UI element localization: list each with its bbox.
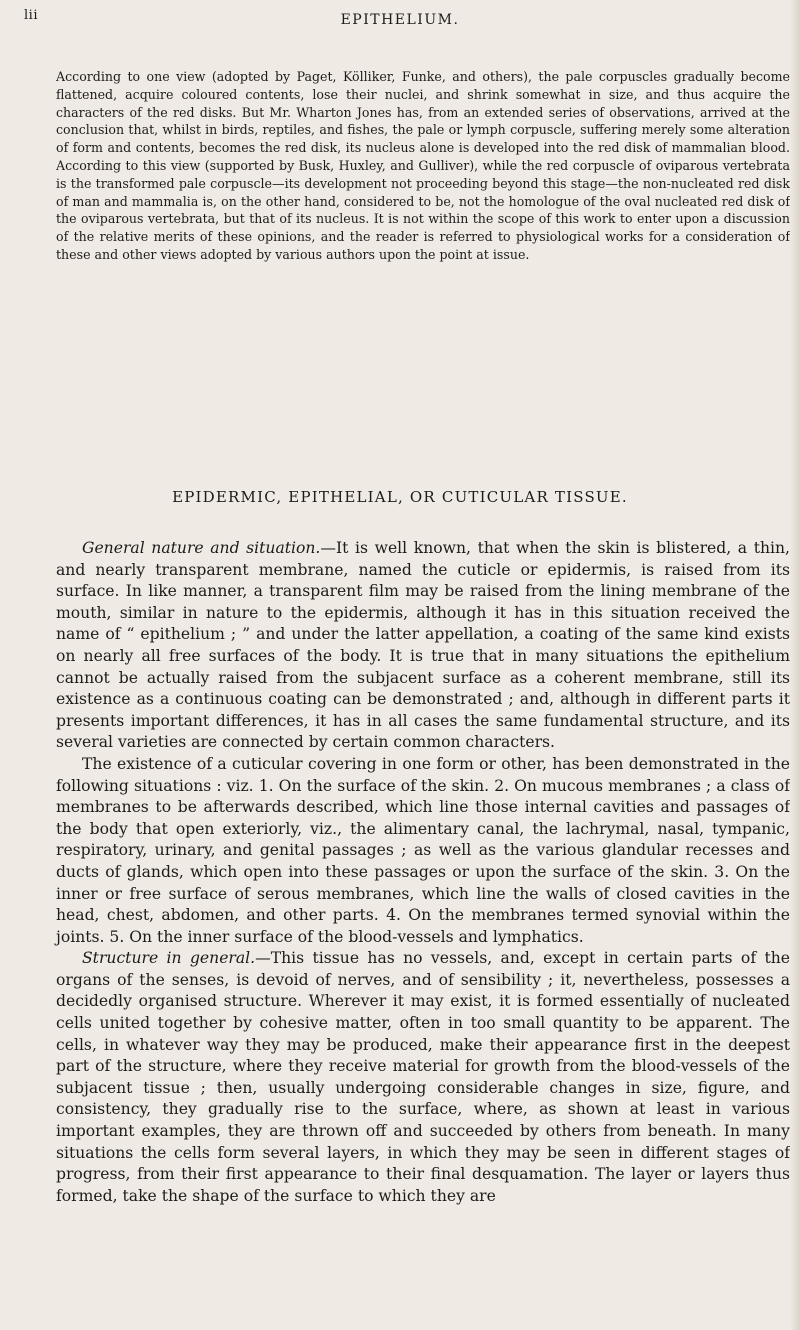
section-body xyxy=(56,538,790,1207)
paragraph-situations: The existence of a cuticular covering in one form or other, has been demonstrated in the following situations : viz. 1. On the surface of the skin. 2. On mucous membranes ; a class of membranes to be afterwards described, which line those internal cavities and passages of the body that open exteriorly, viz., the alimentary canal, the lachrymal, nasal, tympanic, respiratory, urinary, and genital passages ; as well as the various glandular recesses and ducts of glands, which open into these passages or upon the surface of the skin. 3. On the inner or free surface of serous membranes, which line the walls of closed cavities in the head, chest, abdomen, and other parts. 4. On the membranes termed synovial within the joints. 5. On the inner surface of the blood-vessels and lymphatics. xyxy=(56,754,790,946)
intro-paragraph-block xyxy=(56,68,790,264)
paragraph-lead: General nature and situation. xyxy=(82,539,321,557)
paragraph-text: —This tissue has no vessels, and, except in certain parts of the organs of the senses, is devoid of nerves, and of sensibility ; it, nevertheless, possesses a decidedly organised structure. Wherever it may exist, it is formed essentially of nucleated cells united together by cohesive matter, often in too small quantity to be apparent. The cells, in whatever way they may be produced, make their appearance first in the deepest part of the structure, where they receive material for growth from the blood-vessels of the subjacent tissue ; then, usually undergoing considerable changes in size, figure, and consistency, they gradually rise to the surface, where, as shown at least in various important examples, they are thrown off and succeeded by others from beneath. In many situations the cells form several layers, in which they may be seen in different stages of progress, from their first appearance to their final desquamation. The layer or layers thus formed, take the shape of the surface to which they are xyxy=(56,949,790,1205)
section-title: EPIDERMIC, EPITHELIAL, OR CUTICULAR TISSUE. xyxy=(172,488,628,506)
intro-paragraph: According to one view (adopted by Paget, Kölliker, Funke, and others), the pale corpuscles gradually become flattened, acquire coloured contents, lose their nuclei, and shrink somewhat in size, and thus acquire the characters of the red disks. But Mr. Wharton Jones has, from an extended series of observations, arrived at the conclusion that, whilst in birds, reptiles, and fishes, the pale or lymph corpuscle, suffering merely some alteration of form and contents, becomes the red disk, its nucleus alone is developed into the red disk of mammalian blood. According to this view (supported by Busk, Huxley, and Gulliver), while the red corpuscle of oviparous vertebrata is the transformed pale corpuscle—its development not proceeding beyond this stage—the non-nucleated red disk of man and mammalia is, on the other hand, considered to be, not the homologue of the oval nucleated red disk of the oviparous vertebrata, but that of its nucleus. It is not within the scope of this work to enter upon a discussion of the relative merits of these opinions, and the reader is referred to physiological works for a consideration of these and other views adopted by various authors upon the point at issue. xyxy=(56,69,790,262)
paragraph-text: —It is well known, that when the skin is blistered, a thin, and nearly transparent membrane, named the cuticle or epidermis, is raised from its surface. In like manner, a transparent film may be raised from the lining membrane of the mouth, similar in nature to the epidermis, although it has in this situation received the name of “ epithelium ; ” and under the latter appellation, a coating of the same kind exists on nearly all free surfaces of the body. It is true that in many situations the epithelium cannot be actually raised from the subjacent surface as a coherent membrane, still its existence as a continuous coating can be demonstrated ; and, although in different parts it presents important differences, it has in all cases the same fundamental structure, and its several varieties are connected by certain common characters. xyxy=(56,539,790,752)
paragraph-structure xyxy=(56,948,790,1207)
page-edge-shadow xyxy=(790,0,800,1330)
running-title: EPITHELIUM. xyxy=(340,12,460,28)
paragraph-lead: Structure in general. xyxy=(82,949,256,968)
page-number: lii xyxy=(24,8,38,23)
paragraph-general-nature xyxy=(56,538,790,754)
